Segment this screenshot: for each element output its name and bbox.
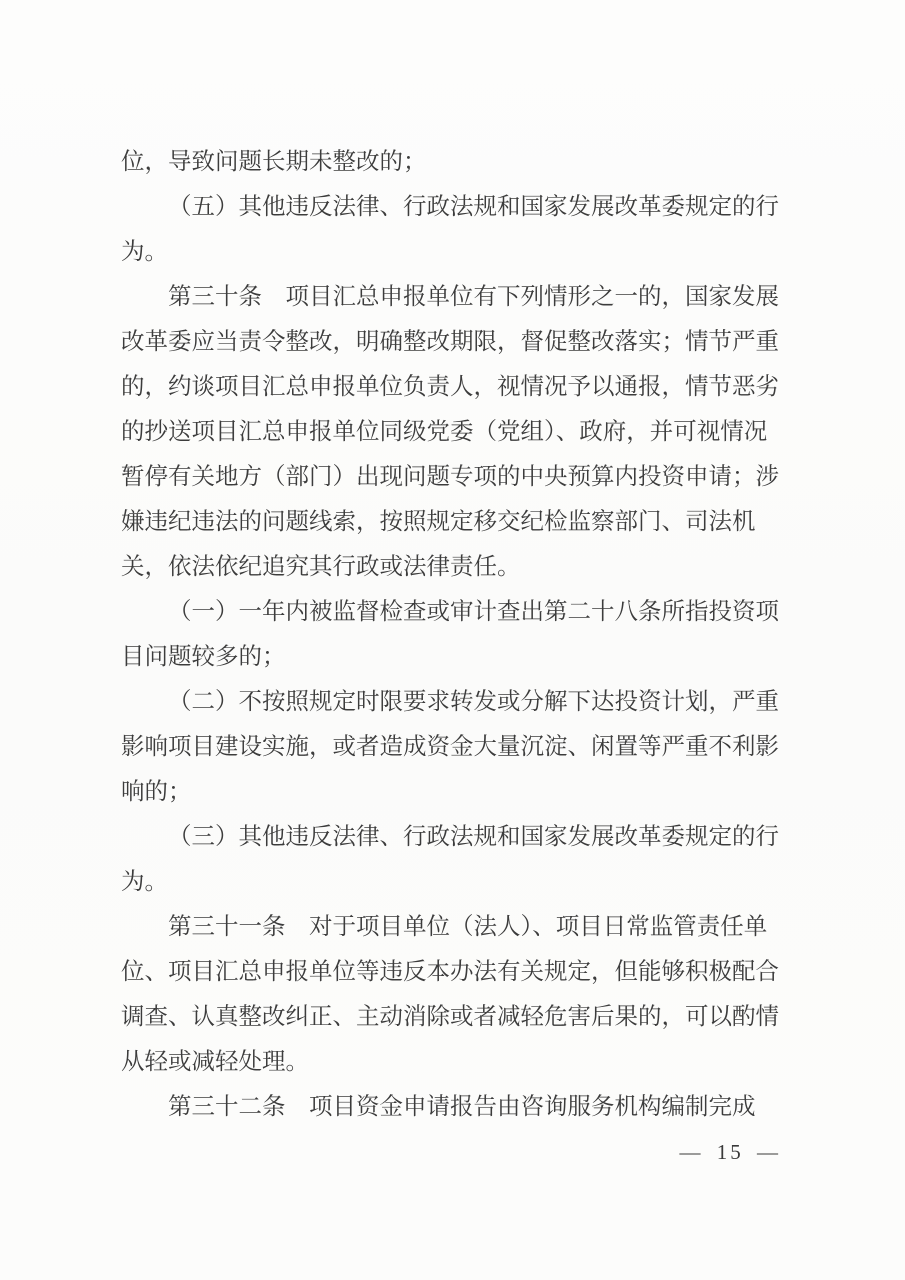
- text-line: 位、项目汇总申报单位等违反本办法有关规定，但能够积极配合: [121, 959, 779, 985]
- text-line: 为。: [121, 239, 168, 265]
- text-line: （二）不按照规定时限要求转发或分解下达投资计划，严重: [168, 689, 779, 715]
- text-line: 关，依法依纪追究其行政或法律责任。: [121, 554, 521, 580]
- text-line: 从轻或减轻处理。: [121, 1049, 309, 1075]
- text-line: （三）其他违反法律、行政法规和国家发展改革委规定的行: [168, 824, 779, 850]
- text-line: 位，导致问题长期未整改的；: [121, 149, 427, 175]
- text-line: 第三十条 项目汇总申报单位有下列情形之一的，国家发展: [168, 284, 779, 310]
- text-line: 暂停有关地方（部门）出现问题专项的中央预算内投资申请；涉: [121, 464, 779, 490]
- text-line: 改革委应当责令整改，明确整改期限，督促整改落实；情节严重: [121, 329, 779, 355]
- text-line: 嫌违纪违法的问题线索，按照规定移交纪检监察部门、司法机: [121, 509, 756, 535]
- text-line: （五）其他违反法律、行政法规和国家发展改革委规定的行: [168, 194, 779, 220]
- text-line: 为。: [121, 869, 168, 895]
- page-number: — 15 —: [679, 1140, 781, 1164]
- text-line: 第三十一条 对于项目单位（法人）、项目日常监管责任单: [168, 914, 768, 940]
- text-line: 调查、认真整改纠正、主动消除或者减轻危害后果的，可以酌情: [121, 1004, 779, 1030]
- text-line: 的抄送项目汇总申报单位同级党委（党组）、政府，并可视情况: [121, 419, 768, 445]
- text-line: 响的；: [121, 779, 192, 805]
- text-line: （一）一年内被监督检查或审计查出第二十八条所指投资项: [168, 599, 779, 625]
- text-line: 目问题较多的；: [121, 644, 286, 670]
- text-column: [121, 140, 781, 1130]
- text-line: 影响项目建设实施，或者造成资金大量沉淀、闲置等严重不利影: [121, 734, 779, 760]
- text-line: 的，约谈项目汇总申报单位负责人，视情况予以通报，情节恶劣: [121, 374, 779, 400]
- text-line: 第三十二条 项目资金申请报告由咨询服务机构编制完成: [168, 1094, 756, 1120]
- page-footer: [121, 1136, 781, 1168]
